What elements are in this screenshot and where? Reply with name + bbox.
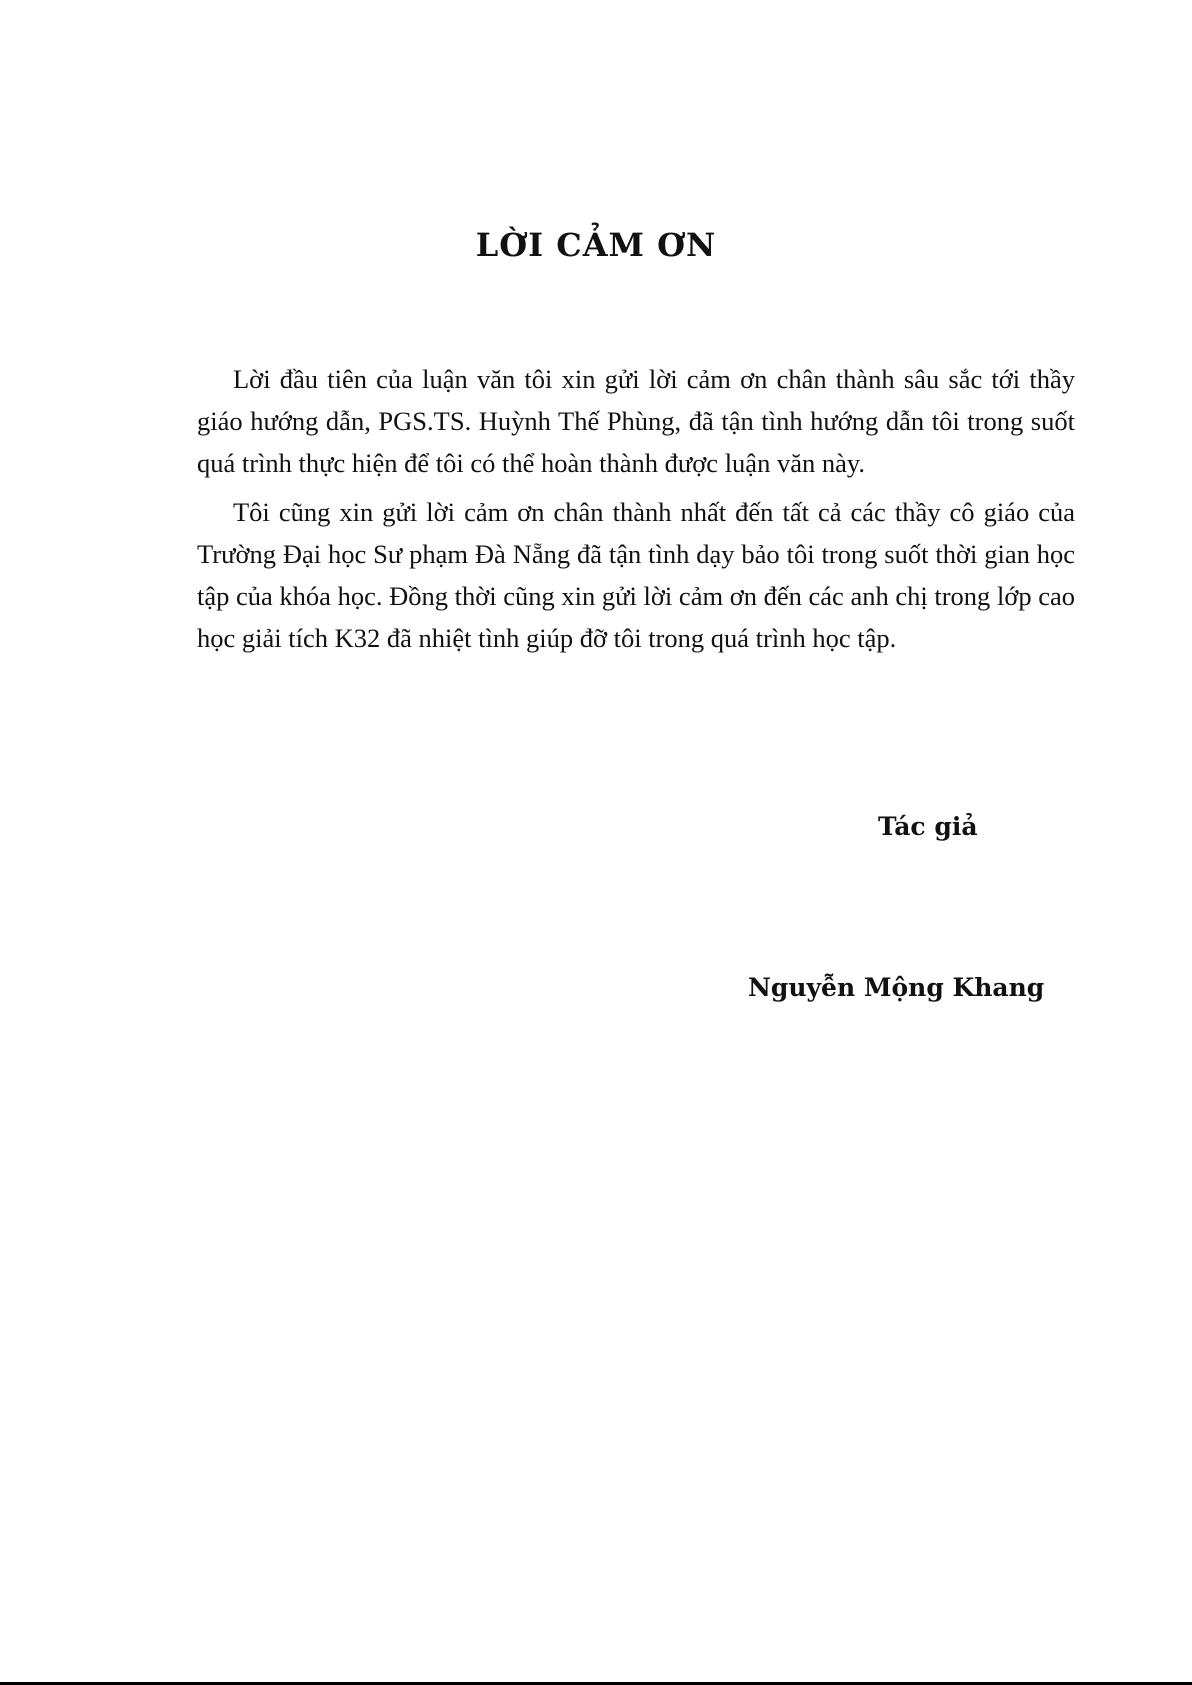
paragraph-1: Lời đầu tiên của luận văn tôi xin gửi lời cảm ơn chân thành sâu sắc tới thầy giáo hướng dẫn, PGS.TS. Huỳnh Thế Phùng, đã tận tình hướng dẫn tôi trong suốt quá trình thực hiện để tôi có thể hoàn thành được luận văn này. xyxy=(197,364,1075,478)
signature-role: Tác giả xyxy=(878,812,978,841)
acknowledgement-body xyxy=(197,358,1075,666)
paragraph-2: Tôi cũng xin gửi lời cảm ơn chân thành nhất đến tất cả các thầy cô giáo của Trường Đại học Sư phạm Đà Nẵng đã tận tình dạy bảo tôi trong suốt thời gian học tập của khóa học. Đồng thời cũng xin gửi lời cảm ơn đến các anh chị trong lớp cao học giải tích K32 đã nhiệt tình giúp đỡ tôi trong quá trình học tập. xyxy=(197,497,1075,653)
page-title: LỜI CẢM ƠN xyxy=(475,226,717,264)
signature-name: Nguyễn Mộng Khang xyxy=(748,973,1045,1002)
